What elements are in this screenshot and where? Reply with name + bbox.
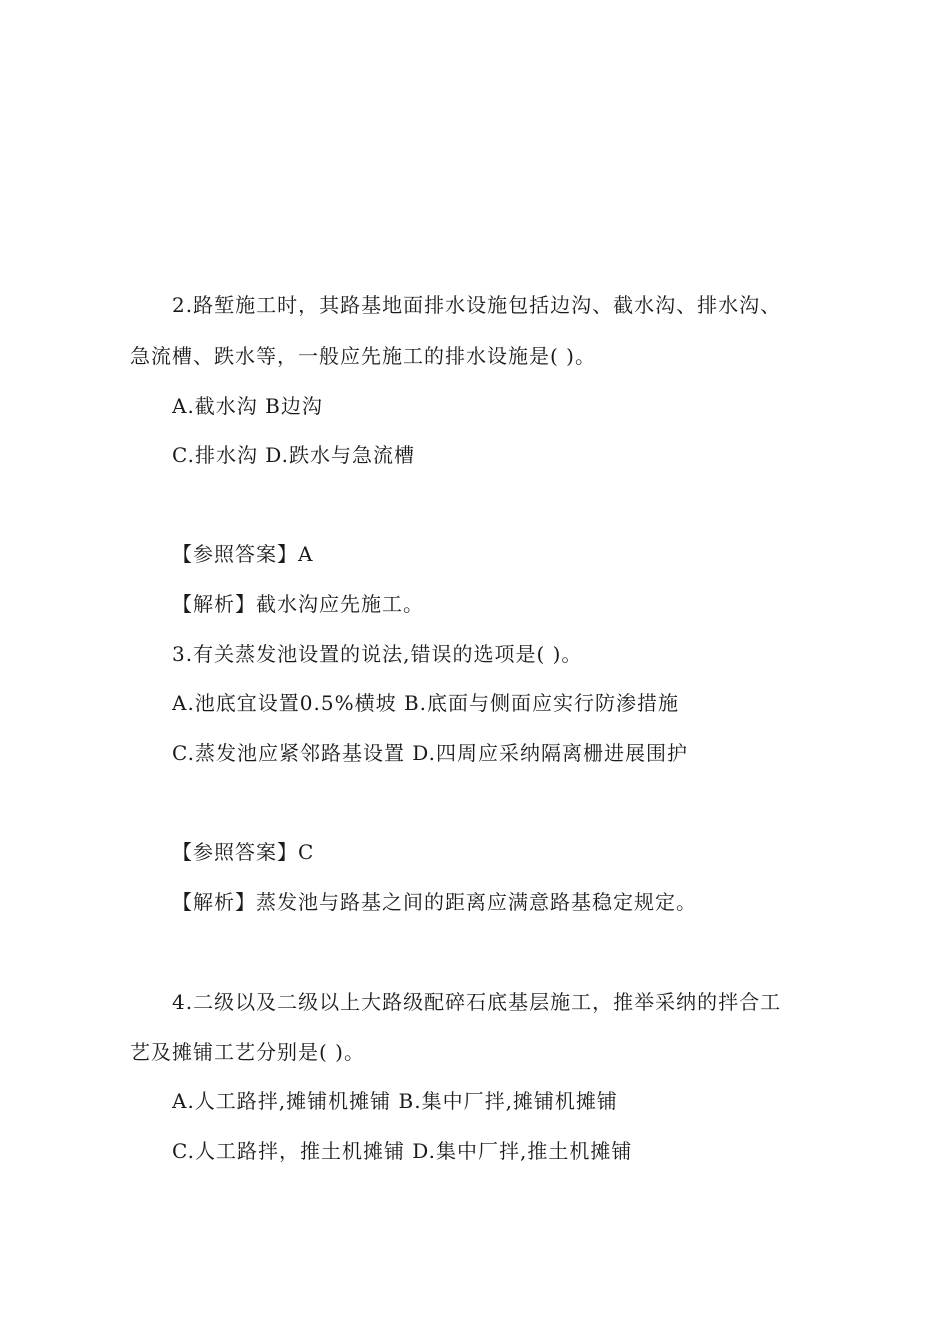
question-2-stem-line-2: 急流槽、跌水等，一般应先施工的排水设施是( )。	[130, 344, 596, 368]
question-4-stem-line-2: 艺及摊铺工艺分别是( )。	[130, 1040, 365, 1064]
question-3-stem-line-1: 3.有关蒸发池设置的说法,错误的选项是( )。	[172, 642, 583, 666]
question-2-answer: 【参照答案】A	[172, 542, 314, 566]
question-2-analysis: 【解析】截水沟应先施工。	[172, 592, 424, 616]
question-3-options-line-1: A.池底宜设置0.5%横坡 B.底面与侧面应实行防渗措施	[172, 691, 680, 715]
question-3-options-line-2: C.蒸发池应紧邻路基设置 D.四周应采纳隔离栅进展围护	[172, 741, 688, 765]
question-4-stem-line-1: 4.二级以及二级以上大路级配碎石底基层施工，推举采纳的拌合工	[172, 990, 782, 1014]
question-2-options-line-2: C.排水沟 D.跌水与急流槽	[172, 443, 415, 467]
question-4-options-line-2: C.人工路拌，推土机摊铺 D.集中厂拌,推土机摊铺	[172, 1139, 633, 1163]
question-4-options-line-1: A.人工路拌,摊铺机摊铺 B.集中厂拌,摊铺机摊铺	[172, 1089, 618, 1113]
question-3-answer: 【参照答案】C	[172, 840, 315, 864]
question-3-analysis: 【解析】蒸发池与路基之间的距离应满意路基稳定规定。	[172, 890, 697, 914]
question-2-stem-line-1: 2.路堑施工时，其路基地面排水设施包括边沟、截水沟、排水沟、	[172, 293, 782, 317]
question-2-options-line-1: A.截水沟 B边沟	[172, 394, 323, 418]
